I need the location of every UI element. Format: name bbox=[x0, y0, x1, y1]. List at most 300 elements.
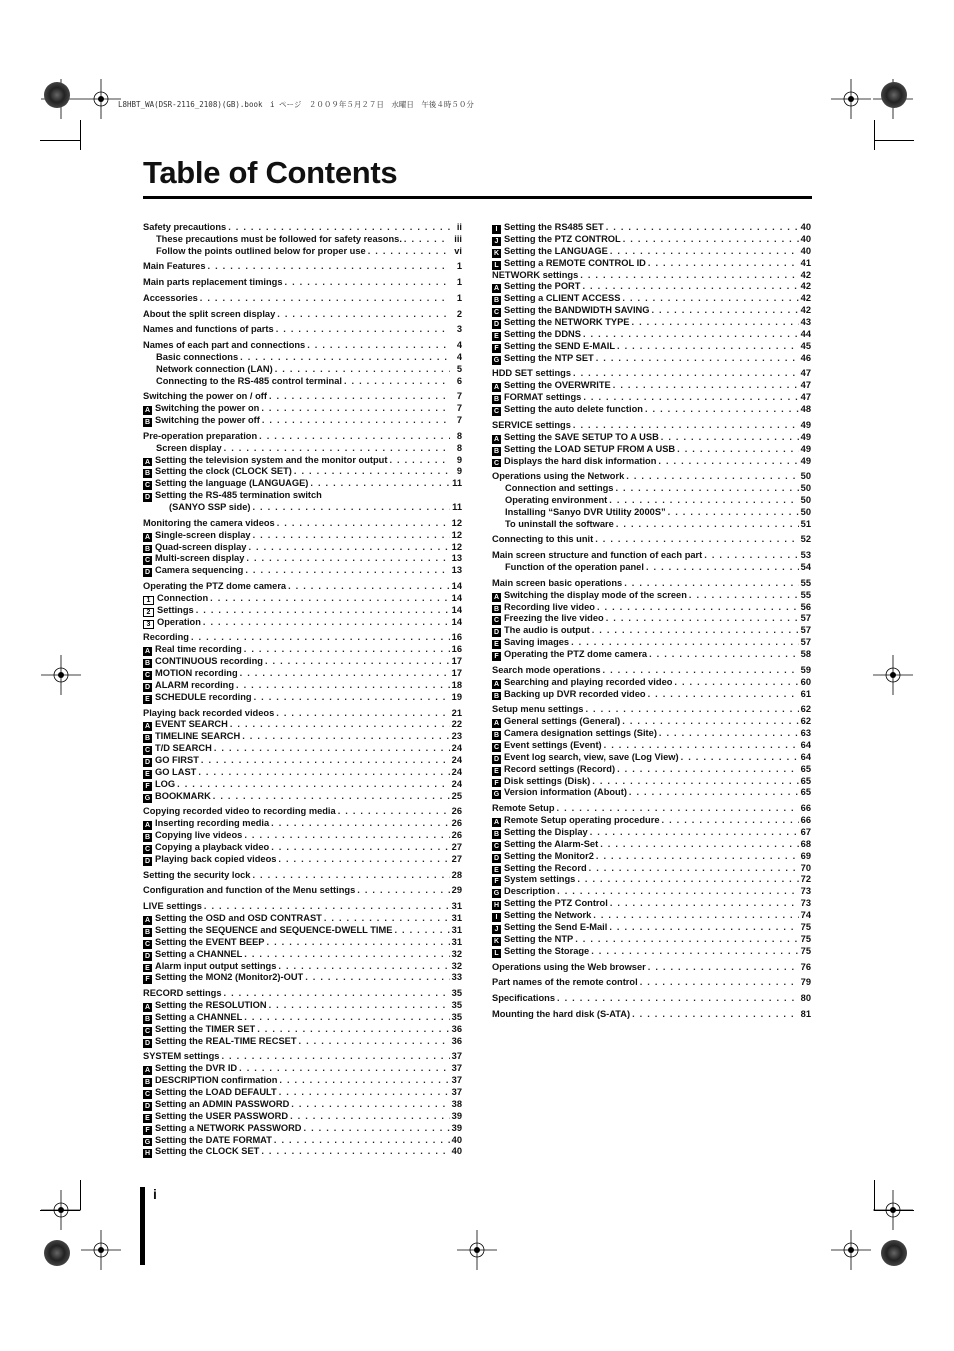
toc-entry[interactable] bbox=[492, 507, 811, 519]
toc-entry-badge: B bbox=[493, 297, 500, 305]
toc-entry[interactable] bbox=[143, 644, 462, 656]
toc-entry-label: Setting the SEQUENCE and SEQUENCE-DWELL TIME bbox=[155, 924, 393, 935]
toc-leader-dots bbox=[252, 502, 450, 514]
toc-entry-label: Alarm input output settings bbox=[155, 960, 277, 971]
toc-entry[interactable] bbox=[143, 830, 462, 842]
toc-entry[interactable] bbox=[143, 1063, 462, 1075]
toc-entry[interactable] bbox=[492, 246, 811, 258]
toc-entry[interactable] bbox=[492, 993, 811, 1005]
toc-leader-dots bbox=[265, 656, 450, 668]
registration-disc-icon bbox=[881, 82, 907, 108]
toc-entry-badge: A bbox=[144, 822, 151, 830]
toc-entry-label: Setting the television system and the monitor output bbox=[155, 454, 388, 465]
toc-entry-badge: D bbox=[493, 321, 500, 329]
toc-leader-dots bbox=[575, 934, 798, 946]
toc-entry[interactable] bbox=[492, 495, 811, 507]
toc-entry[interactable] bbox=[492, 851, 811, 863]
toc-leader-dots bbox=[305, 972, 449, 984]
toc-entry-page: 75 bbox=[800, 933, 811, 944]
toc-entry[interactable] bbox=[143, 352, 462, 364]
toc-entry-badge: D bbox=[144, 858, 151, 865]
toc-entry-label: Settings bbox=[157, 604, 194, 615]
toc-leader-dots bbox=[592, 625, 799, 637]
toc-entry-page: 37 bbox=[451, 1051, 462, 1062]
toc-entry[interactable] bbox=[143, 731, 462, 743]
toc-entry-label: Setting the Monitor2 bbox=[504, 850, 594, 861]
toc-entry[interactable] bbox=[492, 380, 811, 392]
toc-entry-badge: B bbox=[493, 447, 500, 455]
toc-leader-dots bbox=[590, 827, 799, 839]
toc-entry-label: Setting the NETWORK TYPE bbox=[504, 317, 630, 328]
toc-entry[interactable] bbox=[492, 305, 811, 317]
toc-entry[interactable] bbox=[143, 854, 462, 866]
toc-entry-badge: D bbox=[493, 854, 500, 862]
toc-entry-label: Setting an ADMIN PASSWORD bbox=[155, 1098, 290, 1109]
toc-entry-label: EVENT SEARCH bbox=[155, 719, 228, 730]
toc-entry-page: 26 bbox=[451, 818, 462, 829]
toc-entry[interactable] bbox=[143, 518, 462, 530]
toc-entry-badge: B bbox=[493, 692, 500, 700]
toc-entry-page: 1 bbox=[456, 277, 462, 288]
toc-entry-label: Search mode operations bbox=[492, 664, 601, 675]
toc-entry-label: Setting the RS-485 termination switch bbox=[155, 490, 322, 501]
toc-entry[interactable] bbox=[143, 743, 462, 755]
toc-entry[interactable] bbox=[143, 791, 462, 803]
toc-entry[interactable] bbox=[143, 1087, 462, 1099]
toc-entry[interactable] bbox=[143, 755, 462, 767]
toc-entry[interactable] bbox=[492, 234, 811, 246]
toc-leader-dots bbox=[603, 665, 799, 677]
toc-entry[interactable] bbox=[143, 949, 462, 961]
toc-entry[interactable] bbox=[492, 368, 811, 380]
toc-entry-label: Connecting to the RS-485 control terminal bbox=[156, 375, 342, 386]
toc-leader-dots bbox=[200, 293, 450, 305]
toc-entry[interactable] bbox=[143, 632, 462, 644]
toc-entry[interactable] bbox=[143, 340, 462, 352]
toc-entry-page: 47 bbox=[800, 368, 811, 379]
toc-entry[interactable] bbox=[492, 444, 811, 456]
toc-entry-badge: A bbox=[144, 1067, 151, 1075]
toc-entry[interactable] bbox=[143, 490, 462, 502]
toc-entry[interactable] bbox=[492, 420, 811, 432]
toc-entry[interactable] bbox=[492, 404, 811, 416]
toc-entry[interactable] bbox=[492, 776, 811, 788]
toc-leader-dots bbox=[583, 392, 798, 404]
registration-disc-icon bbox=[44, 82, 70, 108]
toc-entry[interactable] bbox=[492, 483, 811, 495]
toc-entry[interactable] bbox=[492, 839, 811, 851]
crop-line bbox=[40, 140, 80, 141]
toc-entry-badge: A bbox=[144, 458, 151, 466]
toc-entry[interactable] bbox=[143, 593, 462, 605]
toc-entry[interactable] bbox=[143, 1146, 462, 1158]
toc-entry-page: 69 bbox=[800, 850, 811, 861]
toc-entry-label: Setting a CHANNEL bbox=[155, 1011, 243, 1022]
toc-leader-dots bbox=[622, 716, 798, 728]
toc-leader-dots bbox=[585, 704, 798, 716]
toc-entry[interactable] bbox=[492, 625, 811, 637]
toc-entry[interactable] bbox=[143, 581, 462, 593]
toc-entry[interactable] bbox=[143, 1000, 462, 1012]
toc-entry-label: Recording bbox=[143, 632, 189, 643]
toc-entry[interactable] bbox=[492, 827, 811, 839]
toc-leader-dots bbox=[262, 415, 450, 427]
toc-entry[interactable] bbox=[143, 617, 462, 629]
crop-line bbox=[80, 1180, 81, 1210]
toc-entry[interactable] bbox=[143, 719, 462, 731]
toc-entry[interactable] bbox=[492, 432, 811, 444]
toc-leader-dots bbox=[573, 420, 799, 432]
toc-entry[interactable] bbox=[492, 910, 811, 922]
toc-entry[interactable] bbox=[492, 874, 811, 886]
toc-entry[interactable] bbox=[143, 293, 462, 305]
toc-entry[interactable] bbox=[143, 502, 462, 514]
registration-disc-icon bbox=[44, 1240, 70, 1266]
toc-entry-badge: B bbox=[144, 1079, 151, 1087]
toc-leader-dots bbox=[228, 222, 450, 234]
toc-leader-dots bbox=[623, 234, 799, 246]
toc-entry-badge: A bbox=[493, 720, 500, 728]
toc-entry-badge: C bbox=[144, 482, 151, 490]
toc-entry-label: Real time recording bbox=[155, 644, 242, 655]
toc-entry-page: 26 bbox=[451, 806, 462, 817]
toc-entry[interactable] bbox=[143, 668, 462, 680]
toc-entry-label: Event log search, view, save (Log View) bbox=[504, 751, 679, 762]
toc-entry[interactable] bbox=[143, 937, 462, 949]
toc-entry[interactable] bbox=[143, 925, 462, 937]
toc-entry-page: 7 bbox=[456, 415, 462, 426]
toc-entry[interactable] bbox=[143, 277, 462, 289]
toc-entry-label: Camera designation settings (Site) bbox=[504, 728, 657, 738]
toc-entry[interactable] bbox=[143, 443, 462, 455]
toc-entry-page: 5 bbox=[456, 363, 462, 374]
toc-entry-page: 9 bbox=[456, 454, 462, 465]
toc-entry[interactable] bbox=[143, 870, 462, 882]
toc-entry[interactable] bbox=[143, 961, 462, 973]
toc-leader-dots bbox=[290, 1111, 450, 1123]
toc-entry[interactable] bbox=[492, 934, 811, 946]
toc-entry-page: 74 bbox=[800, 910, 811, 921]
toc-entry-badge: I bbox=[492, 225, 501, 234]
toc-entry-page: 12 bbox=[451, 541, 462, 552]
toc-column-right bbox=[492, 222, 811, 1020]
toc-entry[interactable] bbox=[143, 656, 462, 668]
toc-leader-dots bbox=[640, 977, 799, 989]
crop-line bbox=[874, 1180, 875, 1210]
toc-entry[interactable] bbox=[492, 392, 811, 404]
toc-entry[interactable] bbox=[492, 815, 811, 827]
toc-entry-page: 24 bbox=[451, 766, 462, 777]
toc-entry[interactable] bbox=[492, 649, 811, 661]
toc-entry-label: GO LAST bbox=[155, 766, 197, 777]
toc-entry-label: Setting a CLIENT ACCESS bbox=[504, 293, 621, 304]
toc-entry-badge: F bbox=[143, 1126, 152, 1135]
toc-leader-dots bbox=[645, 404, 799, 416]
toc-entry-label: Setting the SAVE SETUP TO A USB bbox=[504, 431, 659, 442]
toc-leader-dots bbox=[288, 581, 450, 593]
toc-entry[interactable] bbox=[492, 637, 811, 649]
toc-entry[interactable] bbox=[492, 689, 811, 701]
toc-entry-badge: C bbox=[144, 846, 151, 854]
toc-entry-label: Quad-screen display bbox=[155, 541, 247, 552]
toc-entry-page: 53 bbox=[800, 550, 811, 561]
toc-leader-dots bbox=[649, 649, 799, 661]
toc-entry-badge: F bbox=[492, 877, 501, 886]
toc-entry-badge: G bbox=[493, 791, 500, 799]
toc-entry[interactable] bbox=[143, 455, 462, 467]
toc-entry-badge: B bbox=[493, 396, 500, 404]
toc-entry-page: 32 bbox=[451, 960, 462, 971]
toc-entry[interactable] bbox=[492, 590, 811, 602]
toc-entry[interactable] bbox=[143, 261, 462, 273]
toc-entry[interactable] bbox=[143, 692, 462, 704]
toc-entry[interactable] bbox=[492, 519, 811, 531]
toc-entry[interactable] bbox=[143, 1036, 462, 1048]
toc-entry[interactable] bbox=[143, 1051, 462, 1063]
toc-entry[interactable] bbox=[143, 565, 462, 577]
toc-entry-label: Setting the NTP bbox=[504, 933, 574, 944]
toc-entry[interactable] bbox=[492, 728, 811, 740]
toc-entry[interactable] bbox=[492, 258, 811, 270]
toc-entry[interactable] bbox=[143, 234, 462, 246]
toc-entry-label: Part names of the remote control bbox=[492, 977, 638, 988]
toc-entry[interactable] bbox=[143, 431, 462, 443]
toc-entry[interactable] bbox=[143, 542, 462, 554]
toc-entry-page: 7 bbox=[456, 391, 462, 402]
toc-leader-dots bbox=[344, 376, 450, 388]
toc-entry-label: FORMAT settings bbox=[504, 392, 582, 403]
toc-entry[interactable] bbox=[143, 1024, 462, 1036]
toc-entry[interactable] bbox=[492, 977, 811, 989]
toc-entry-badge: E bbox=[143, 695, 152, 704]
toc-entry[interactable] bbox=[492, 803, 811, 815]
toc-entry[interactable] bbox=[143, 403, 462, 415]
toc-entry-page: 29 bbox=[451, 885, 462, 896]
toc-leader-dots bbox=[245, 565, 449, 577]
toc-entry[interactable] bbox=[143, 1099, 462, 1111]
toc-entry-label: Setting the RESOLUTION bbox=[155, 999, 267, 1010]
toc-entry-label: Description bbox=[504, 886, 556, 897]
toc-leader-dots bbox=[689, 590, 799, 602]
toc-entry-label: Setting the DDNS bbox=[504, 329, 581, 340]
toc-leader-dots bbox=[557, 993, 799, 1005]
toc-entry-page: 14 bbox=[451, 581, 462, 592]
toc-entry-page: 39 bbox=[451, 1122, 462, 1133]
toc-entry-label: Setting the Send E-Mail bbox=[504, 922, 608, 933]
toc-entry-page: 70 bbox=[800, 862, 811, 873]
toc-entry-label: Setup menu settings bbox=[492, 704, 584, 715]
toc-entry[interactable] bbox=[143, 913, 462, 925]
toc-leader-dots bbox=[310, 478, 450, 490]
toc-entry[interactable] bbox=[143, 309, 462, 321]
toc-entry[interactable] bbox=[143, 364, 462, 376]
toc-entry[interactable] bbox=[492, 962, 811, 974]
toc-entry-page: 24 bbox=[451, 743, 462, 754]
toc-entry[interactable] bbox=[492, 740, 811, 752]
toc-entry-badge: C bbox=[493, 842, 500, 850]
toc-entry-label: LOG bbox=[155, 778, 176, 789]
toc-entry-label: Playing back copied videos bbox=[155, 854, 277, 864]
toc-entry[interactable] bbox=[492, 317, 811, 329]
toc-entry-page: 38 bbox=[451, 1098, 462, 1109]
toc-leader-dots bbox=[277, 518, 450, 530]
toc-entry[interactable] bbox=[143, 605, 462, 617]
toc-entry-page: 65 bbox=[800, 787, 811, 798]
toc-entry-badge: 3 bbox=[143, 620, 154, 629]
toc-entry-label: Safety precautions bbox=[143, 222, 227, 232]
toc-entry[interactable] bbox=[492, 341, 811, 353]
toc-entry[interactable] bbox=[143, 842, 462, 854]
toc-entry-label: Copying a playback video bbox=[155, 842, 270, 853]
toc-entry-label: Operating the PTZ dome camera bbox=[143, 581, 287, 592]
toc-entry-page: 12 bbox=[451, 517, 462, 528]
toc-entry-label: Setting the TIMER SET bbox=[155, 1023, 256, 1034]
toc-entry-page: 57 bbox=[800, 625, 811, 636]
toc-entry-label: Setting a CHANNEL bbox=[155, 948, 243, 959]
toc-entry[interactable] bbox=[143, 818, 462, 830]
toc-entry-label: System settings bbox=[504, 874, 576, 885]
toc-entry[interactable] bbox=[492, 886, 811, 898]
toc-entry[interactable] bbox=[492, 562, 811, 574]
toc-entry-badge: A bbox=[144, 648, 151, 656]
crop-line bbox=[874, 120, 875, 150]
toc-entry-badge: B bbox=[493, 732, 500, 739]
toc-entry[interactable] bbox=[492, 677, 811, 689]
toc-entry-label: Setting the PTZ CONTROL bbox=[504, 233, 621, 244]
toc-entry[interactable] bbox=[492, 456, 811, 468]
crop-line bbox=[874, 140, 914, 141]
toc-entry-page: 57 bbox=[800, 637, 811, 648]
toc-entry-label: Operating environment bbox=[505, 494, 608, 505]
toc-entry-page: 14 bbox=[451, 592, 462, 603]
toc-entry[interactable] bbox=[492, 353, 811, 365]
toc-leader-dots bbox=[177, 779, 450, 791]
toc-entry[interactable] bbox=[492, 1009, 811, 1021]
toc-entry[interactable] bbox=[143, 376, 462, 388]
toc-entry-label: DESCRIPTION confirmation bbox=[155, 1075, 278, 1086]
toc-entry[interactable] bbox=[492, 602, 811, 614]
toc-entry[interactable] bbox=[143, 806, 462, 818]
toc-entry[interactable] bbox=[492, 329, 811, 341]
toc-leader-dots bbox=[208, 261, 450, 273]
toc-entry[interactable] bbox=[143, 885, 462, 897]
toc-entry[interactable] bbox=[143, 553, 462, 565]
toc-entry[interactable] bbox=[143, 391, 462, 403]
toc-entry[interactable] bbox=[492, 787, 811, 799]
toc-entry-page: 7 bbox=[456, 403, 462, 414]
toc-entry[interactable] bbox=[492, 222, 811, 234]
toc-entry-badge: A bbox=[144, 723, 151, 731]
toc-entry[interactable] bbox=[143, 1075, 462, 1087]
toc-entry[interactable] bbox=[143, 767, 462, 779]
toc-entry-page: 42 bbox=[800, 281, 811, 292]
toc-entry[interactable] bbox=[143, 680, 462, 692]
toc-entry[interactable] bbox=[143, 988, 462, 1000]
toc-leader-dots bbox=[244, 949, 449, 961]
toc-entry[interactable] bbox=[492, 293, 811, 305]
toc-entry-page: 62 bbox=[800, 716, 811, 727]
toc-entry-badge: A bbox=[493, 384, 500, 392]
toc-entry[interactable] bbox=[143, 530, 462, 542]
toc-entry[interactable] bbox=[143, 708, 462, 720]
toc-leader-dots bbox=[582, 281, 798, 293]
toc-entry-page: 46 bbox=[800, 352, 811, 363]
toc-entry[interactable] bbox=[492, 281, 811, 293]
registration-disc-icon bbox=[881, 1240, 907, 1266]
toc-leader-dots bbox=[246, 553, 449, 565]
toc-entry-page: 40 bbox=[800, 245, 811, 256]
toc-entry[interactable] bbox=[143, 478, 462, 490]
toc-entry-page: 27 bbox=[451, 842, 462, 853]
toc-leader-dots bbox=[198, 767, 449, 779]
toc-entry[interactable] bbox=[143, 466, 462, 478]
toc-leader-dots bbox=[261, 403, 450, 415]
toc-entry-label: General settings (General) bbox=[504, 716, 621, 727]
toc-entry[interactable] bbox=[143, 324, 462, 336]
toc-leader-dots bbox=[593, 910, 798, 922]
toc-entry[interactable] bbox=[143, 779, 462, 791]
toc-entry-badge: C bbox=[144, 557, 151, 565]
toc-entry-page: 55 bbox=[800, 577, 811, 588]
toc-entry[interactable] bbox=[492, 578, 811, 590]
toc-entry-label: Backing up DVR recorded video bbox=[504, 688, 646, 699]
toc-entry[interactable] bbox=[492, 550, 811, 562]
toc-entry-page: 31 bbox=[451, 912, 462, 923]
toc-leader-dots bbox=[252, 870, 449, 882]
toc-entry[interactable] bbox=[143, 1012, 462, 1024]
toc-leader-dots bbox=[276, 324, 450, 336]
toc-entry[interactable] bbox=[492, 704, 811, 716]
toc-entry[interactable] bbox=[143, 972, 462, 984]
toc-entry-page: 32 bbox=[451, 948, 462, 959]
toc-entry[interactable] bbox=[492, 922, 811, 934]
toc-entry[interactable] bbox=[143, 901, 462, 913]
toc-entry[interactable] bbox=[492, 863, 811, 875]
toc-entry[interactable] bbox=[492, 534, 811, 546]
toc-entry[interactable] bbox=[143, 1123, 462, 1135]
toc-entry[interactable] bbox=[143, 415, 462, 427]
toc-entry-label: Switching the display mode of the screen bbox=[504, 589, 687, 600]
toc-entry-label: CONTINUOUS recording bbox=[155, 656, 263, 667]
toc-entry[interactable] bbox=[143, 246, 462, 258]
toc-entry[interactable] bbox=[492, 764, 811, 776]
toc-entry[interactable] bbox=[492, 752, 811, 764]
toc-entry[interactable] bbox=[492, 471, 811, 483]
toc-leader-dots bbox=[609, 922, 798, 934]
toc-entry[interactable] bbox=[143, 1135, 462, 1147]
toc-entry[interactable] bbox=[143, 1111, 462, 1123]
toc-entry-badge: D bbox=[493, 629, 500, 637]
toc-entry-label: (SANYO SSP side) bbox=[169, 502, 251, 513]
toc-entry[interactable] bbox=[492, 946, 811, 958]
toc-entry-page: 60 bbox=[800, 676, 811, 687]
toc-entry[interactable] bbox=[492, 898, 811, 910]
toc-entry[interactable] bbox=[492, 270, 811, 282]
toc-entry-page: 1 bbox=[456, 261, 462, 272]
toc-leader-dots bbox=[677, 444, 799, 456]
toc-entry-page: 27 bbox=[451, 854, 462, 864]
toc-entry[interactable] bbox=[492, 613, 811, 625]
toc-entry-badge: A bbox=[144, 1003, 151, 1011]
toc-entry[interactable] bbox=[143, 222, 462, 234]
toc-leader-dots bbox=[236, 680, 450, 692]
toc-leader-dots bbox=[294, 466, 450, 478]
toc-entry[interactable] bbox=[492, 716, 811, 728]
toc-entry[interactable] bbox=[492, 665, 811, 677]
toc-entry-page: 51 bbox=[800, 518, 811, 529]
toc-entry-label: Connection and settings bbox=[505, 483, 614, 494]
toc-entry-badge: A bbox=[493, 593, 500, 601]
